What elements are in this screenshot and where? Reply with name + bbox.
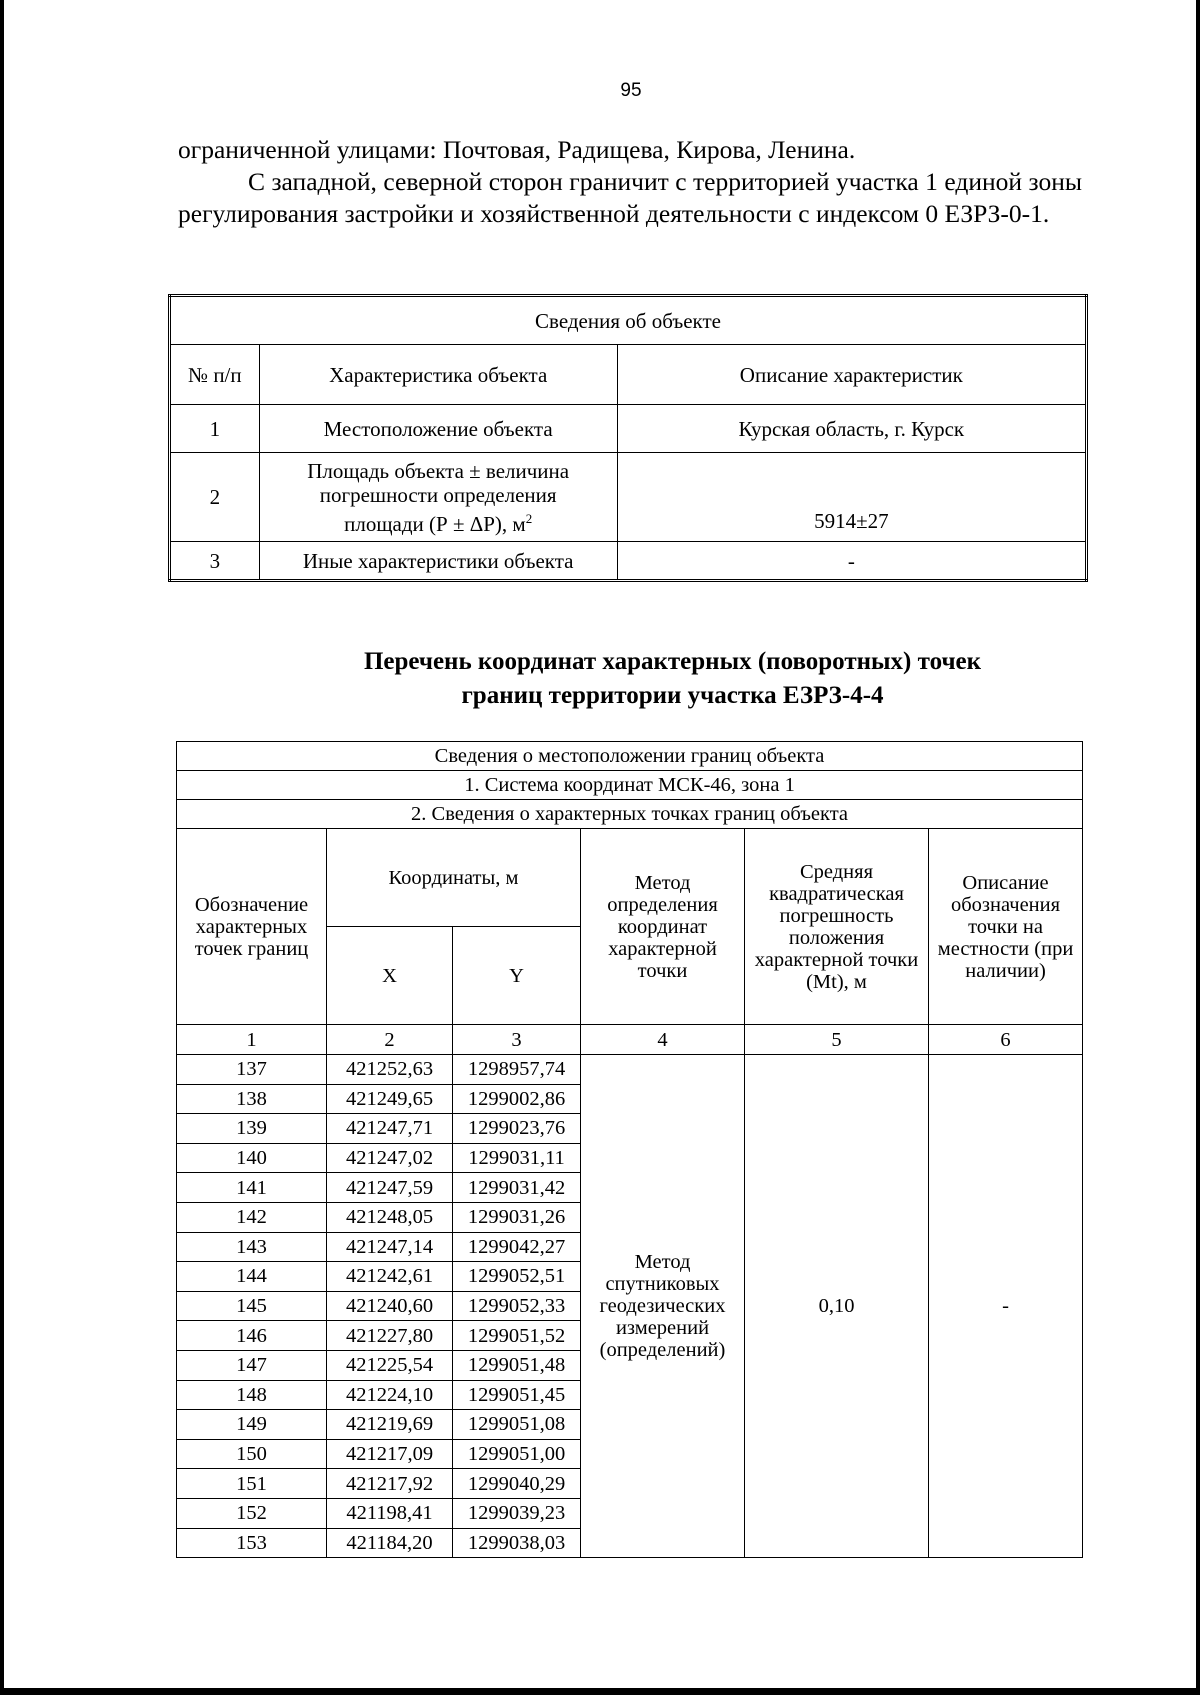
header-description: Описание характеристик [617, 345, 1086, 405]
point-id: 145 [177, 1291, 327, 1321]
point-y: 1299040,29 [453, 1469, 581, 1499]
row-number: 3 [170, 542, 260, 581]
header-y: Y [453, 927, 581, 1025]
point-x: 421247,59 [327, 1173, 453, 1203]
point-x: 421227,80 [327, 1321, 453, 1351]
point-id: 140 [177, 1143, 327, 1173]
point-x: 421248,05 [327, 1202, 453, 1232]
row-characteristic: Местоположение объекта [259, 405, 617, 453]
header-method: Метод определения координат характерной точки [581, 829, 745, 1025]
scan-edge-bottom [0, 1688, 1200, 1695]
point-y: 1299031,11 [453, 1143, 581, 1173]
intro-line-1: ограниченной улицами: Почтовая, Радищева, Кирова, Ленина. [178, 135, 856, 164]
row-characteristic [259, 453, 617, 542]
point-y: 1299051,08 [453, 1410, 581, 1440]
point-x: 421198,41 [327, 1498, 453, 1528]
accuracy-cell: 0,10 [745, 1055, 929, 1558]
point-id: 138 [177, 1084, 327, 1114]
column-number: 5 [745, 1025, 929, 1055]
point-y: 1299023,76 [453, 1114, 581, 1144]
point-y: 1299051,48 [453, 1350, 581, 1380]
table-row [170, 453, 1087, 542]
column-number: 2 [327, 1025, 453, 1055]
point-y: 1299051,52 [453, 1321, 581, 1351]
row-description: 5914±27 [617, 453, 1086, 542]
point-id: 146 [177, 1321, 327, 1351]
point-id: 151 [177, 1469, 327, 1499]
column-number: 1 [177, 1025, 327, 1055]
point-x: 421252,63 [327, 1055, 453, 1085]
header-x: X [327, 927, 453, 1025]
scan-edge-right [1196, 0, 1200, 1695]
point-x: 421224,10 [327, 1380, 453, 1410]
square-superscript: 2 [525, 510, 533, 526]
point-id: 148 [177, 1380, 327, 1410]
point-x: 421240,60 [327, 1291, 453, 1321]
heading-line-1: Перечень координат характерных (поворотных) точек [363, 648, 982, 675]
point-x: 421247,14 [327, 1232, 453, 1262]
point-id: 139 [177, 1114, 327, 1144]
header-number: № п/п [170, 345, 260, 405]
description-cell: - [929, 1055, 1083, 1558]
point-x: 421242,61 [327, 1262, 453, 1292]
point-x: 421247,71 [327, 1114, 453, 1144]
section-heading [250, 645, 1095, 713]
point-x: 421249,65 [327, 1084, 453, 1114]
point-id: 142 [177, 1202, 327, 1232]
object-info-table [168, 294, 1088, 582]
point-y: 1299052,33 [453, 1291, 581, 1321]
point-id: 144 [177, 1262, 327, 1292]
point-id: 141 [177, 1173, 327, 1203]
point-y: 1299031,26 [453, 1202, 581, 1232]
header-accuracy: Средняя квадратическая погрешность положения характерной точки (Mt), м [745, 829, 929, 1025]
point-id: 150 [177, 1439, 327, 1469]
point-id: 137 [177, 1055, 327, 1085]
point-y: 1299051,45 [453, 1380, 581, 1410]
point-y: 1298957,74 [453, 1055, 581, 1085]
point-id: 143 [177, 1232, 327, 1262]
heading-line-2: границ территории участка ЕЗРЗ-4-4 [461, 682, 884, 709]
point-x: 421225,54 [327, 1350, 453, 1380]
header-point-designation: Обозначение характерных точек границ [177, 829, 327, 1025]
header-point-description: Описание обозначения точки на местности (при наличии) [929, 829, 1083, 1025]
point-x: 421247,02 [327, 1143, 453, 1173]
point-id: 153 [177, 1528, 327, 1558]
row-description: - [617, 542, 1086, 581]
row-description: Курская область, г. Курск [617, 405, 1086, 453]
header-characteristic: Характеристика объекта [259, 345, 617, 405]
table-row [170, 405, 1087, 453]
point-y: 1299051,00 [453, 1439, 581, 1469]
point-id: 147 [177, 1350, 327, 1380]
point-id: 152 [177, 1498, 327, 1528]
point-x: 421184,20 [327, 1528, 453, 1558]
scan-edge-left [0, 0, 4, 1695]
coords-title-3: 2. Сведения о характерных точках границ объекта [177, 800, 1083, 829]
row-number: 2 [170, 453, 260, 542]
point-y: 1299038,03 [453, 1528, 581, 1558]
coords-title-2: 1. Система координат МСК-46, зона 1 [177, 771, 1083, 800]
intro-text [178, 134, 1082, 230]
point-y: 1299002,86 [453, 1084, 581, 1114]
coordinates-table [176, 741, 1083, 1558]
table-row [177, 1055, 1083, 1085]
point-id: 149 [177, 1410, 327, 1440]
header-coordinates: Координаты, м [327, 829, 581, 927]
point-y: 1299052,51 [453, 1262, 581, 1292]
column-number: 3 [453, 1025, 581, 1055]
point-y: 1299042,27 [453, 1232, 581, 1262]
row-number: 1 [170, 405, 260, 453]
column-number: 6 [929, 1025, 1083, 1055]
point-x: 421219,69 [327, 1410, 453, 1440]
point-y: 1299031,42 [453, 1173, 581, 1203]
coords-title-1: Сведения о местоположении границ объекта [177, 742, 1083, 771]
area-characteristic-text: Площадь объекта ± величина погрешности определения площади (Р ± ΔР), м [307, 458, 570, 536]
intro-paragraph-2: С западной, северной сторон граничит с территорией участка 1 единой зоны регулирования застройки и хозяйственной деятельности с индексом 0 ЕЗРЗ-0-1. [178, 167, 1082, 228]
object-table-title: Сведения об объекте [170, 296, 1087, 345]
table-row [170, 542, 1087, 581]
point-x: 421217,09 [327, 1439, 453, 1469]
method-cell: Метод спутниковых геодезических измерений (определений) [581, 1055, 745, 1558]
page-number: 95 [620, 80, 642, 101]
row-characteristic: Иные характеристики объекта [259, 542, 617, 581]
point-y: 1299039,23 [453, 1498, 581, 1528]
column-number: 4 [581, 1025, 745, 1055]
point-x: 421217,92 [327, 1469, 453, 1499]
